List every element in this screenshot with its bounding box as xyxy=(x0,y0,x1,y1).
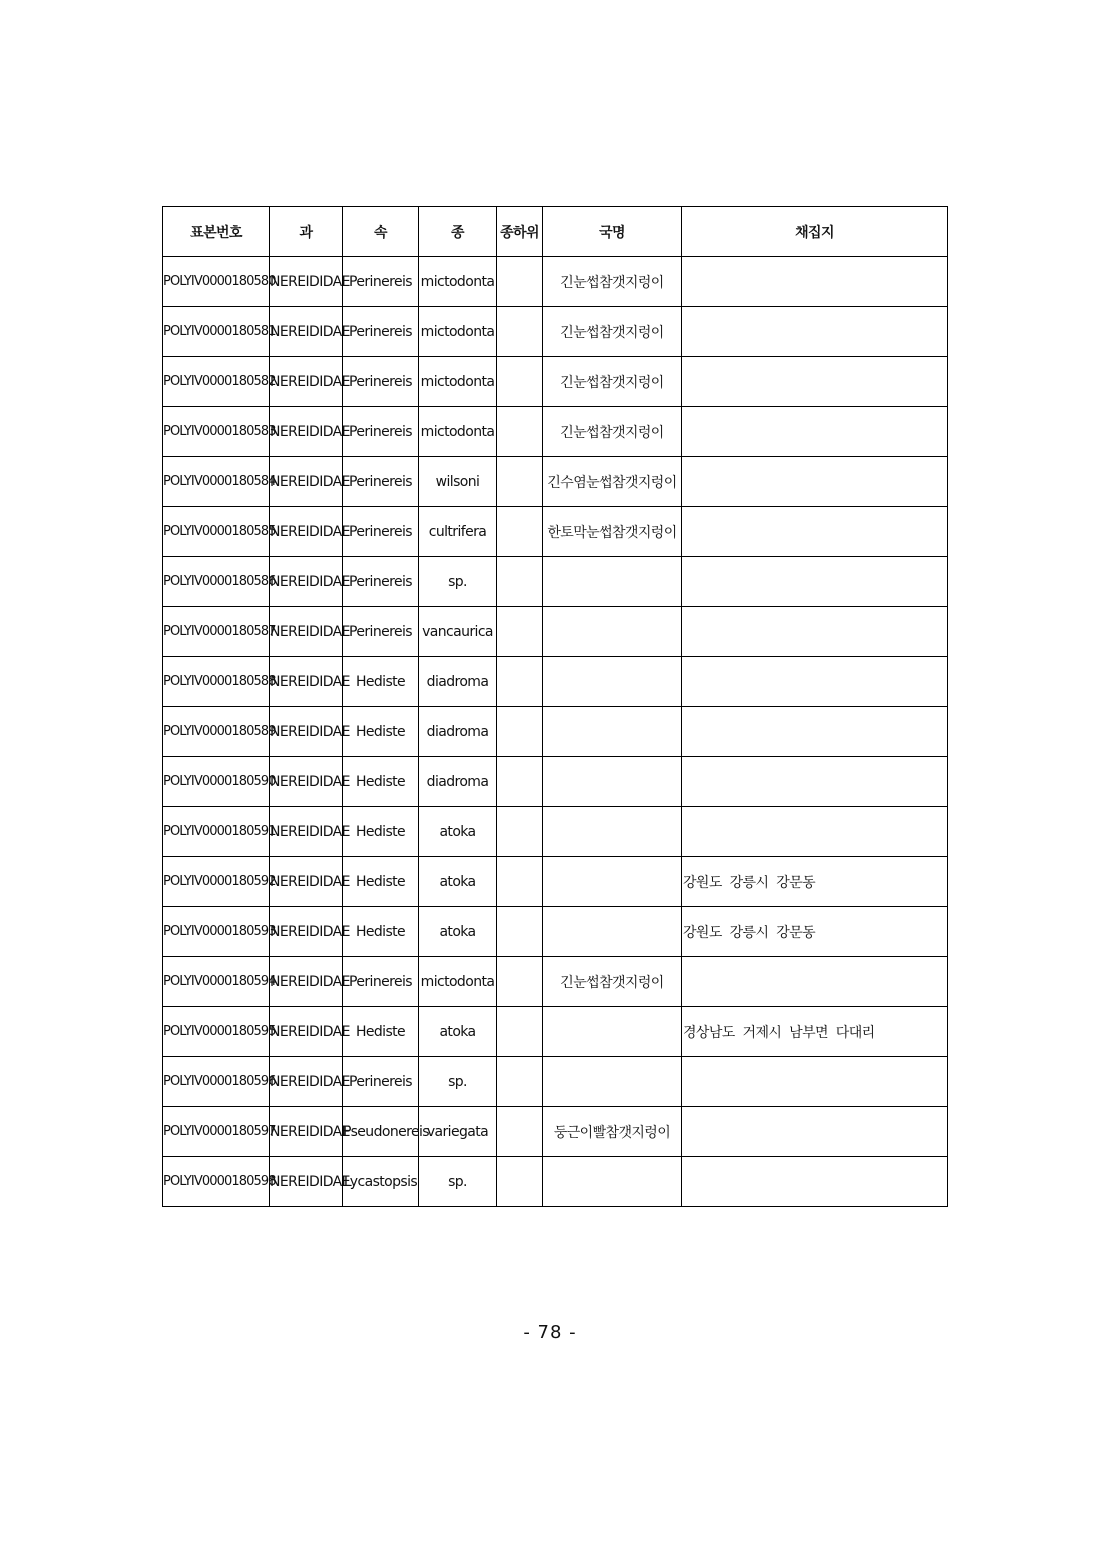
cell-genus: Perinereis xyxy=(343,257,419,307)
cell-specimen-number: POLYIV0000180583 xyxy=(163,407,270,457)
cell-species: atoka xyxy=(419,907,497,957)
cell-species: mictodonta xyxy=(419,407,497,457)
cell-korean-name: 긴눈썹참갯지렁이 xyxy=(543,357,682,407)
cell-collection-site xyxy=(682,1157,948,1207)
cell-specimen-number: POLYIV0000180594 xyxy=(163,957,270,1007)
cell-collection-site: 경상남도 거제시 남부면 다대리 xyxy=(682,1007,948,1057)
table-row xyxy=(163,957,948,1007)
cell-genus: Perinereis xyxy=(343,507,419,557)
cell-genus: Perinereis xyxy=(343,557,419,607)
cell-collection-site xyxy=(682,507,948,557)
cell-family: NEREIDIDAE xyxy=(270,1007,343,1057)
cell-collection-site xyxy=(682,757,948,807)
table-row xyxy=(163,1057,948,1107)
cell-family: NEREIDIDAE xyxy=(270,607,343,657)
cell-collection-site xyxy=(682,457,948,507)
cell-korean-name xyxy=(543,907,682,957)
cell-specimen-number: POLYIV0000180588 xyxy=(163,657,270,707)
table-row xyxy=(163,307,948,357)
cell-subspecies xyxy=(497,507,543,557)
cell-subspecies xyxy=(497,657,543,707)
table-row xyxy=(163,907,948,957)
specimen-table xyxy=(162,206,948,1207)
cell-species: mictodonta xyxy=(419,257,497,307)
cell-collection-site xyxy=(682,357,948,407)
cell-subspecies xyxy=(497,757,543,807)
cell-collection-site xyxy=(682,1057,948,1107)
cell-family: NEREIDIDAE xyxy=(270,757,343,807)
table-row xyxy=(163,257,948,307)
cell-korean-name xyxy=(543,1057,682,1107)
cell-genus: Perinereis xyxy=(343,407,419,457)
cell-specimen-number: POLYIV0000180598 xyxy=(163,1157,270,1207)
cell-subspecies xyxy=(497,457,543,507)
cell-specimen-number: POLYIV0000180593 xyxy=(163,907,270,957)
header-collection-site: 채집지 xyxy=(682,207,948,257)
cell-subspecies xyxy=(497,1107,543,1157)
cell-specimen-number: POLYIV0000180595 xyxy=(163,1007,270,1057)
table-row xyxy=(163,1157,948,1207)
cell-specimen-number: POLYIV0000180581 xyxy=(163,307,270,357)
cell-specimen-number: POLYIV0000180589 xyxy=(163,707,270,757)
table-row xyxy=(163,807,948,857)
cell-korean-name xyxy=(543,857,682,907)
cell-collection-site xyxy=(682,807,948,857)
cell-specimen-number: POLYIV0000180596 xyxy=(163,1057,270,1107)
header-genus: 속 xyxy=(343,207,419,257)
cell-species: mictodonta xyxy=(419,357,497,407)
cell-family: NEREIDIDAE xyxy=(270,957,343,1007)
cell-specimen-number: POLYIV0000180584 xyxy=(163,457,270,507)
table-row xyxy=(163,557,948,607)
cell-family: NEREIDIDAE xyxy=(270,557,343,607)
cell-collection-site: 강원도 강릉시 강문동 xyxy=(682,907,948,957)
cell-specimen-number: POLYIV0000180590 xyxy=(163,757,270,807)
cell-korean-name xyxy=(543,607,682,657)
cell-subspecies xyxy=(497,1157,543,1207)
cell-genus: Perinereis xyxy=(343,457,419,507)
cell-collection-site xyxy=(682,407,948,457)
cell-genus: Perinereis xyxy=(343,357,419,407)
table-row xyxy=(163,457,948,507)
cell-collection-site xyxy=(682,307,948,357)
cell-korean-name: 긴눈썹참갯지렁이 xyxy=(543,407,682,457)
cell-family: NEREIDIDAE xyxy=(270,907,343,957)
cell-collection-site xyxy=(682,657,948,707)
page-number: - 78 - xyxy=(523,1322,577,1343)
table-row xyxy=(163,407,948,457)
cell-collection-site xyxy=(682,607,948,657)
cell-genus: Hediste xyxy=(343,1007,419,1057)
cell-species: atoka xyxy=(419,1007,497,1057)
cell-collection-site xyxy=(682,557,948,607)
cell-family: NEREIDIDAE xyxy=(270,457,343,507)
header-subspecies: 종하위 xyxy=(497,207,543,257)
cell-korean-name: 긴수염눈썹참갯지렁이 xyxy=(543,457,682,507)
cell-genus: Perinereis xyxy=(343,307,419,357)
cell-subspecies xyxy=(497,557,543,607)
cell-genus: Hediste xyxy=(343,707,419,757)
cell-korean-name xyxy=(543,657,682,707)
cell-subspecies xyxy=(497,857,543,907)
table-row xyxy=(163,1007,948,1057)
cell-species: variegata xyxy=(419,1107,497,1157)
table-row xyxy=(163,1107,948,1157)
table-row xyxy=(163,607,948,657)
cell-collection-site xyxy=(682,257,948,307)
table-row xyxy=(163,707,948,757)
cell-species: mictodonta xyxy=(419,957,497,1007)
cell-specimen-number: POLYIV0000180592 xyxy=(163,857,270,907)
cell-specimen-number: POLYIV0000180597 xyxy=(163,1107,270,1157)
cell-korean-name: 긴눈썹참갯지렁이 xyxy=(543,257,682,307)
cell-species: sp. xyxy=(419,1157,497,1207)
cell-family: NEREIDIDAE xyxy=(270,1057,343,1107)
cell-genus: Perinereis xyxy=(343,1057,419,1107)
table-header xyxy=(163,207,948,257)
cell-species: diadroma xyxy=(419,707,497,757)
cell-family: NEREIDIDAE xyxy=(270,357,343,407)
cell-subspecies xyxy=(497,707,543,757)
cell-collection-site: 강원도 강릉시 강문동 xyxy=(682,857,948,907)
cell-family: NEREIDIDAE xyxy=(270,257,343,307)
cell-species: wilsoni xyxy=(419,457,497,507)
cell-species: atoka xyxy=(419,857,497,907)
cell-genus: Perinereis xyxy=(343,607,419,657)
cell-korean-name xyxy=(543,557,682,607)
cell-korean-name xyxy=(543,807,682,857)
cell-family: NEREIDIDAE xyxy=(270,1107,343,1157)
cell-subspecies xyxy=(497,1007,543,1057)
cell-korean-name xyxy=(543,757,682,807)
cell-subspecies xyxy=(497,407,543,457)
cell-family: NEREIDIDAE xyxy=(270,407,343,457)
cell-korean-name xyxy=(543,1007,682,1057)
cell-family: NEREIDIDAE xyxy=(270,707,343,757)
cell-subspecies xyxy=(497,957,543,1007)
cell-family: NEREIDIDAE xyxy=(270,507,343,557)
cell-species: diadroma xyxy=(419,657,497,707)
table-body xyxy=(163,257,948,1207)
cell-subspecies xyxy=(497,307,543,357)
cell-family: NEREIDIDAE xyxy=(270,1157,343,1207)
cell-species: sp. xyxy=(419,1057,497,1107)
cell-family: NEREIDIDAE xyxy=(270,657,343,707)
cell-specimen-number: POLYIV0000180591 xyxy=(163,807,270,857)
cell-collection-site xyxy=(682,707,948,757)
cell-korean-name xyxy=(543,707,682,757)
header-korean-name: 국명 xyxy=(543,207,682,257)
cell-korean-name: 둥근이빨참갯지렁이 xyxy=(543,1107,682,1157)
table-row xyxy=(163,657,948,707)
header-family: 과 xyxy=(270,207,343,257)
cell-collection-site xyxy=(682,957,948,1007)
cell-korean-name: 한토막눈썹참갯지렁이 xyxy=(543,507,682,557)
cell-korean-name xyxy=(543,1157,682,1207)
cell-subspecies xyxy=(497,907,543,957)
cell-specimen-number: POLYIV0000180587 xyxy=(163,607,270,657)
cell-subspecies xyxy=(497,257,543,307)
header-row xyxy=(163,207,948,257)
cell-genus: Hediste xyxy=(343,657,419,707)
cell-family: NEREIDIDAE xyxy=(270,807,343,857)
cell-family: NEREIDIDAE xyxy=(270,857,343,907)
cell-genus: Hediste xyxy=(343,757,419,807)
cell-genus: Hediste xyxy=(343,857,419,907)
cell-genus: Lycastopsis xyxy=(343,1157,419,1207)
cell-species: diadroma xyxy=(419,757,497,807)
header-species: 종 xyxy=(419,207,497,257)
table-row xyxy=(163,757,948,807)
table-row xyxy=(163,857,948,907)
cell-subspecies xyxy=(497,607,543,657)
cell-species: sp. xyxy=(419,557,497,607)
cell-family: NEREIDIDAE xyxy=(270,307,343,357)
cell-subspecies xyxy=(497,357,543,407)
cell-specimen-number: POLYIV0000180585 xyxy=(163,507,270,557)
cell-specimen-number: POLYIV0000180586 xyxy=(163,557,270,607)
cell-subspecies xyxy=(497,1057,543,1107)
cell-species: atoka xyxy=(419,807,497,857)
cell-species: mictodonta xyxy=(419,307,497,357)
header-specimen-number: 표본번호 xyxy=(163,207,270,257)
cell-collection-site xyxy=(682,1107,948,1157)
cell-subspecies xyxy=(497,807,543,857)
cell-specimen-number: POLYIV0000180580 xyxy=(163,257,270,307)
table-row xyxy=(163,357,948,407)
cell-genus: Hediste xyxy=(343,807,419,857)
cell-specimen-number: POLYIV0000180582 xyxy=(163,357,270,407)
cell-genus: Pseudonereis xyxy=(343,1107,419,1157)
cell-species: vancaurica xyxy=(419,607,497,657)
cell-korean-name: 긴눈썹참갯지렁이 xyxy=(543,307,682,357)
table-row xyxy=(163,507,948,557)
cell-genus: Hediste xyxy=(343,907,419,957)
cell-species: cultrifera xyxy=(419,507,497,557)
cell-genus: Perinereis xyxy=(343,957,419,1007)
cell-korean-name: 긴눈썹참갯지렁이 xyxy=(543,957,682,1007)
